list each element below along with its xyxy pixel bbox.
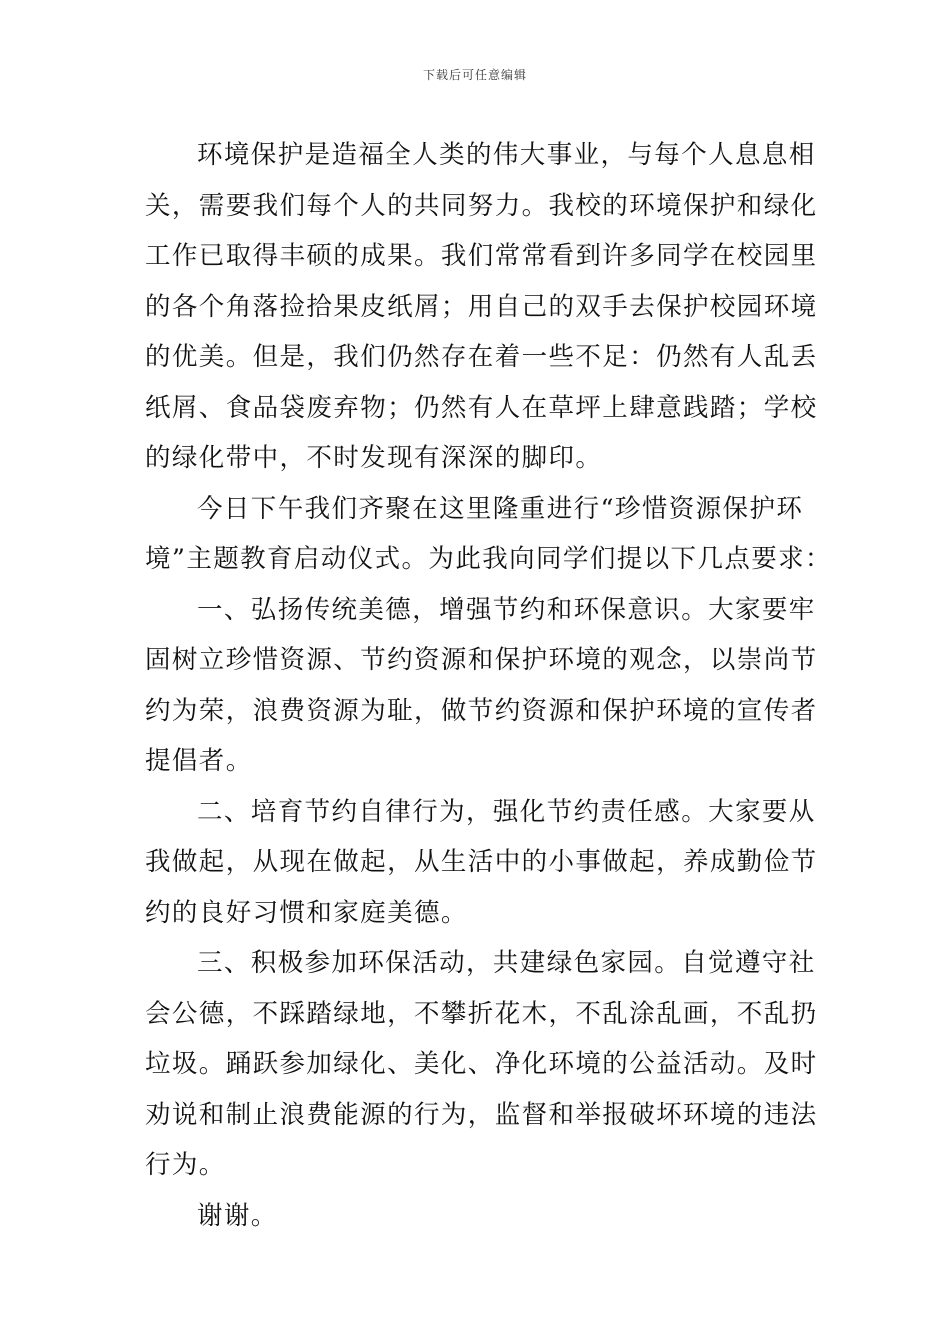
text-line: 的优美。但是，我们仍然存在着一些不足：仍然有人乱丢 — [145, 342, 818, 372]
text-line: 约为荣，浪费资源为耻，做节约资源和保护环境的宣传者 — [145, 695, 818, 726]
text-line: 境”主题教育启动仪式。为此我向同学们提以下几点要求： — [145, 544, 832, 574]
paragraph-5 — [145, 938, 818, 1191]
text-line: 提倡者。 — [145, 746, 253, 776]
text-line: 的绿化带中，不时发现有深深的脚印。 — [145, 443, 603, 473]
text-line: 固树立珍惜资源、节约资源和保护环境的观念，以崇尚节 — [145, 645, 818, 675]
paragraph-4 — [145, 787, 818, 939]
paragraph-3 — [145, 585, 818, 787]
paragraph-1 — [145, 130, 818, 484]
paragraph-6-closing — [145, 1191, 815, 1242]
text-line: 约的良好习惯和家庭美德。 — [145, 897, 468, 928]
paragraph-2 — [145, 484, 832, 585]
text-line: 三、积极参加环保活动，共建绿色家园。自觉遵守社 — [197, 948, 816, 978]
text-line: 二、培育节约自律行为，强化节约责任感。大家要从 — [197, 796, 816, 827]
document-body — [145, 130, 832, 1241]
text-line: 会公德，不踩踏绿地，不攀折花木，不乱涂乱画，不乱扔 — [145, 998, 818, 1029]
text-line: 环境保护是造福全人类的伟大事业，与每个人息息相 — [197, 140, 816, 170]
header-note: 下载后可任意编辑 — [422, 68, 527, 82]
text-line: 谢谢。 — [197, 1200, 278, 1231]
text-line: 关，需要我们每个人的共同努力。我校的环境保护和绿化 — [145, 190, 818, 221]
text-line: 行为。 — [145, 1150, 226, 1180]
text-line: 劝说和制止浪费能源的行为，监督和举报破坏环境的违法 — [145, 1099, 818, 1130]
text-line: 今日下午我们齐聚在这里隆重进行“珍惜资源保护环 — [197, 493, 804, 524]
text-line: 工作已取得丰硕的成果。我们常常看到许多同学在校园里 — [145, 241, 818, 271]
text-line: 纸屑、食品袋废弃物；仍然有人在草坪上肆意践踏；学校 — [145, 392, 818, 423]
text-line: 的各个角落捡拾果皮纸屑；用自己的双手去保护校园环境 — [145, 291, 818, 322]
text-line: 一、弘扬传统美德，增强节约和环保意识。大家要牢 — [197, 594, 816, 625]
text-line: 垃圾。踊跃参加绿化、美化、净化环境的公益活动。及时 — [145, 1049, 818, 1079]
text-line: 我做起，从现在做起，从生活中的小事做起，养成勤俭节 — [145, 847, 818, 877]
